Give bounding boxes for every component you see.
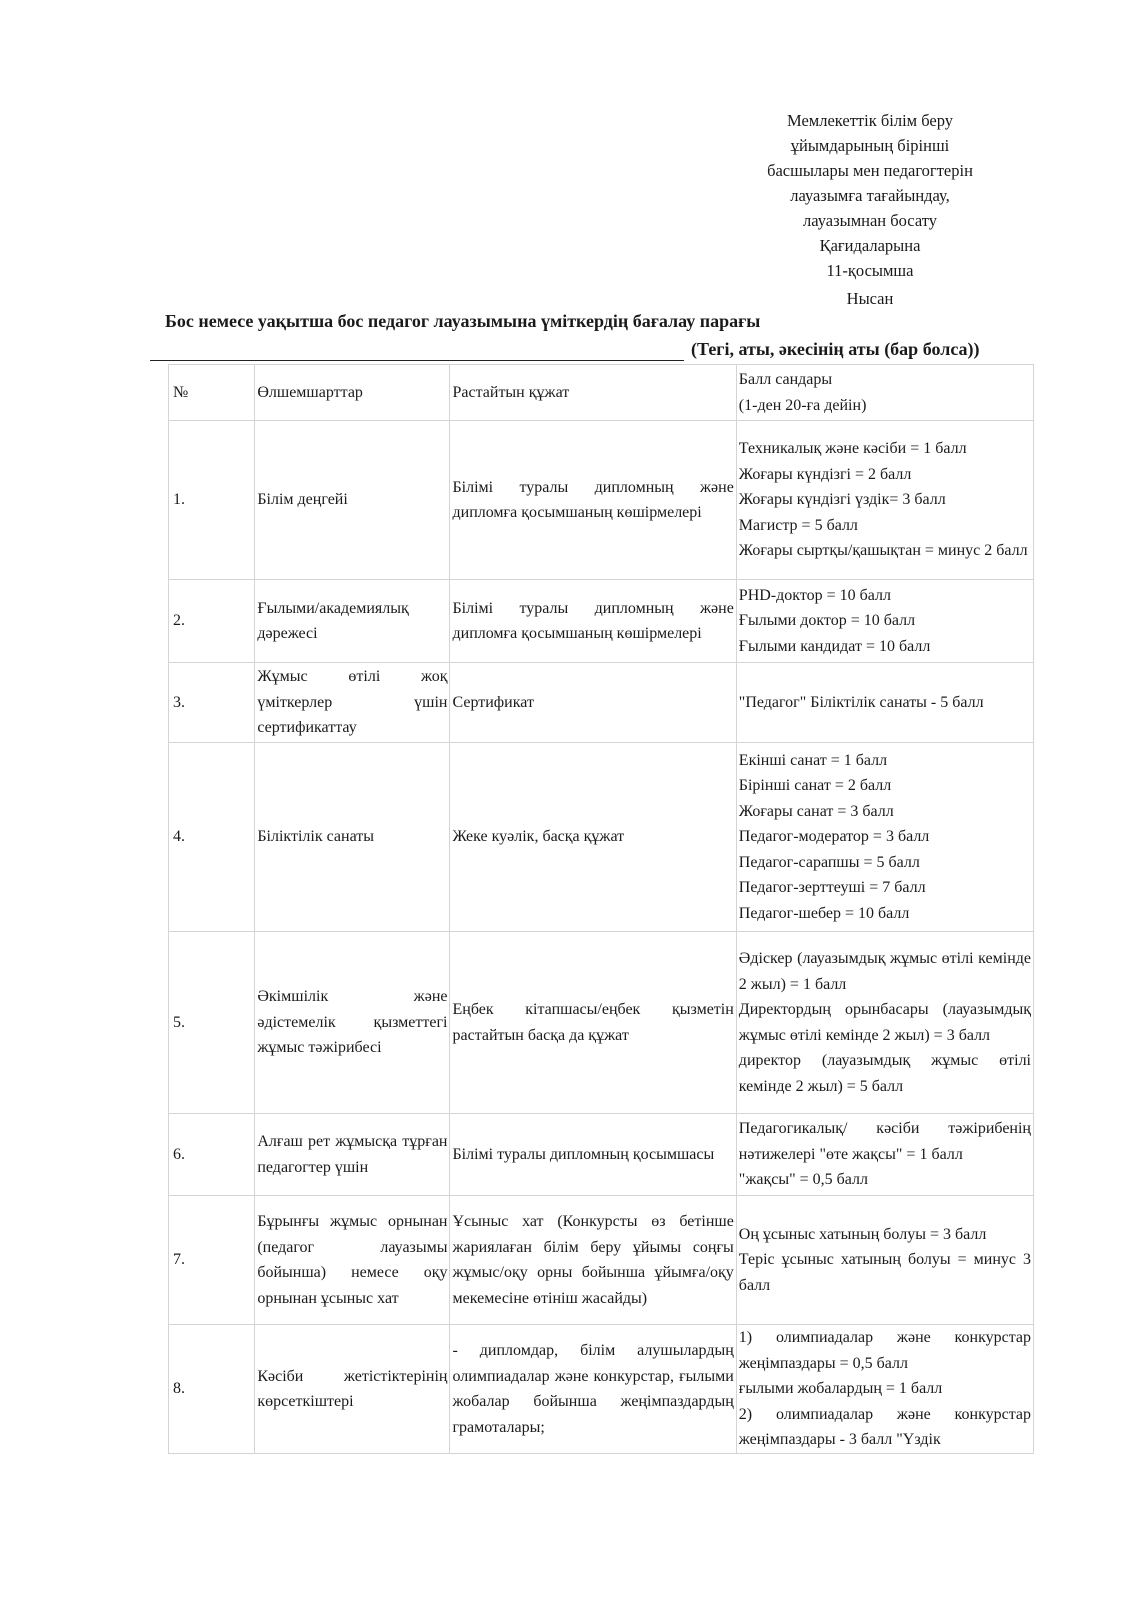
score-item: Ғылыми доктор = 10 балл xyxy=(738,612,916,630)
header-score xyxy=(736,365,1033,421)
appendix-line: лауазымға тағайындау, xyxy=(790,186,950,205)
row-scores xyxy=(736,743,1033,932)
score-item: Педагог-модератор = 3 балл xyxy=(738,828,930,846)
row-scores xyxy=(736,1325,1033,1454)
row-criteria: Білім деңгейі xyxy=(255,421,450,580)
row-criteria: Кәсіби жетістіктерінің көрсеткіштері xyxy=(255,1325,450,1454)
row-criteria: Әкімшілік және әдістемелік қызметтегі жұмыс тәжірибесі xyxy=(255,932,450,1114)
table-row xyxy=(169,1325,1034,1454)
table-header-row xyxy=(169,365,1034,421)
appendix-line: ұйымдарының бірінші xyxy=(790,136,950,155)
row-criteria: Алғаш рет жұмысқа тұрған педагогтер үшін xyxy=(255,1114,450,1196)
row-document: Білімі туралы дипломның және дипломға қосымшаның көшірмелері xyxy=(450,421,736,580)
score-item: Жоғары күндізгі үздік= 3 балл xyxy=(738,491,946,509)
table-row xyxy=(169,663,1034,743)
table-row xyxy=(169,1196,1034,1325)
row-scores xyxy=(736,421,1033,580)
row-number: 2. xyxy=(169,580,255,663)
row-document: Ұсыныс хат (Конкурсты өз бетінше жариялаған білім беру ұйымы соңғы жұмыс/оқу орны бойынша ұйымға/оқу мекемесіне өтініш жасайды) xyxy=(450,1196,736,1325)
row-scores xyxy=(736,663,1033,743)
row-number: 7. xyxy=(169,1196,255,1325)
header-document: Растайтын құжат xyxy=(450,365,736,421)
table-row xyxy=(169,932,1034,1114)
score-item: Екінші санат = 1 балл xyxy=(738,751,888,769)
appendix-reference xyxy=(740,108,1000,311)
score-item: Ғылыми кандидат = 10 балл xyxy=(738,637,931,655)
score-item: Техникалық және кәсіби = 1 балл xyxy=(738,440,967,458)
row-number: 5. xyxy=(169,932,255,1114)
row-number: 3. xyxy=(169,663,255,743)
row-scores xyxy=(736,932,1033,1114)
document-title: Бос немесе уақытша бос педагог лауазымына үміткердің бағалау парағы xyxy=(165,311,761,331)
score-item: Оң ұсыныс хатының болуы = 3 балл xyxy=(738,1225,987,1243)
score-item: PHD-доктор = 10 балл xyxy=(738,586,891,604)
row-document: Білімі туралы дипломның қосымшасы xyxy=(450,1114,736,1196)
score-item: Теріс ұсыныс хатының болуы = минус 3 балл xyxy=(738,1251,1031,1294)
appendix-line: Қағидаларына xyxy=(819,236,921,255)
row-criteria: Біліктілік санаты xyxy=(255,743,450,932)
row-document: - дипломдар, білім алушылардың олимпиадалар және конкурстар, ғылыми жобалар бойынша жеңімпаздардың грамоталары; xyxy=(450,1325,736,1454)
row-number: 6. xyxy=(169,1114,255,1196)
header-score-title: Балл сандары xyxy=(738,371,833,388)
row-document: Білімі туралы дипломның және дипломға қосымшаның көшірмелері xyxy=(450,580,736,663)
score-item: Директордың орынбасары (лауазымдық жұмыс өтілі кемінде 2 жыл) = 3 балл xyxy=(738,1001,1031,1044)
name-field-hint: (Тегі, аты, әкесінің аты (бар болса)) xyxy=(691,339,980,359)
row-scores xyxy=(736,1196,1033,1325)
candidate-name-field xyxy=(150,338,1030,364)
header-criteria: Өлшемшарттар xyxy=(255,365,450,421)
form-label: Нысан xyxy=(846,289,894,308)
score-item: Магистр = 5 балл xyxy=(738,516,858,534)
appendix-line: 11-қосымша xyxy=(826,261,914,280)
row-criteria: Бұрынғы жұмыс орнынан (педагог лауазымы бойынша) немесе оқу орнынан ұсыныс хат xyxy=(255,1196,450,1325)
row-scores xyxy=(736,580,1033,663)
appendix-line: лауазымнан босату xyxy=(803,211,937,230)
score-item: 2) олимпиадалар және конкурстар жеңімпаздары - 3 балл "Үздік xyxy=(738,1405,1031,1448)
appendix-line: Мемлекеттік білім беру xyxy=(787,111,953,130)
table-row xyxy=(169,743,1034,932)
name-underline xyxy=(150,360,684,361)
row-scores xyxy=(736,1114,1033,1196)
score-item: Педагог-сарапшы = 5 балл xyxy=(738,853,920,871)
row-document: Сертификат xyxy=(450,663,736,743)
row-number: 8. xyxy=(169,1325,255,1454)
score-item: Педагог-зерттеуші = 7 балл xyxy=(738,879,926,897)
score-item: Педагогикалық/ кәсіби тәжірибенің нәтижелері "өте жақсы" = 1 балл xyxy=(738,1120,1031,1163)
row-number: 1. xyxy=(169,421,255,580)
table-row xyxy=(169,580,1034,663)
score-item: "Педагог" Біліктілік санаты - 5 балл xyxy=(738,693,984,711)
score-item: директор (лауазымдық жұмыс өтілі кемінде 2 жыл) = 5 балл xyxy=(738,1052,1031,1095)
score-item: "жақсы" = 0,5 балл xyxy=(738,1171,869,1189)
evaluation-table xyxy=(168,364,1034,1454)
row-document: Жеке куәлік, басқа құжат xyxy=(450,743,736,932)
score-item: Жоғары күндізгі = 2 балл xyxy=(738,465,912,483)
row-criteria: Жұмыс өтілі жоқ үміткерлер үшін сертификаттау xyxy=(255,663,450,743)
score-item: ғылыми жобалардың = 1 балл xyxy=(738,1380,943,1397)
row-document: Еңбек кітапшасы/еңбек қызметін растайтын басқа да құжат xyxy=(450,932,736,1114)
table-row xyxy=(169,1114,1034,1196)
header-score-range: (1-ден 20-ға дейін) xyxy=(738,396,867,414)
score-item: Әдіскер (лауазымдық жұмыс өтілі кемінде 2 жыл) = 1 балл xyxy=(738,950,1031,993)
row-criteria: Ғылыми/академиялық дәрежесі xyxy=(255,580,450,663)
score-item: Бірінші санат = 2 балл xyxy=(738,777,892,795)
score-item: 1) олимпиадалар және конкурстар жеңімпаздары = 0,5 балл xyxy=(738,1329,1031,1372)
appendix-line: басшылары мен педагогтерін xyxy=(767,161,973,180)
table-row xyxy=(169,421,1034,580)
score-item: Педагог-шебер = 10 балл xyxy=(738,904,910,922)
row-number: 4. xyxy=(169,743,255,932)
score-item: Жоғары сыртқы/қашықтан = минус 2 балл xyxy=(738,542,1028,560)
score-item: Жоғары санат = 3 балл xyxy=(738,802,894,820)
header-num: № xyxy=(169,365,255,421)
